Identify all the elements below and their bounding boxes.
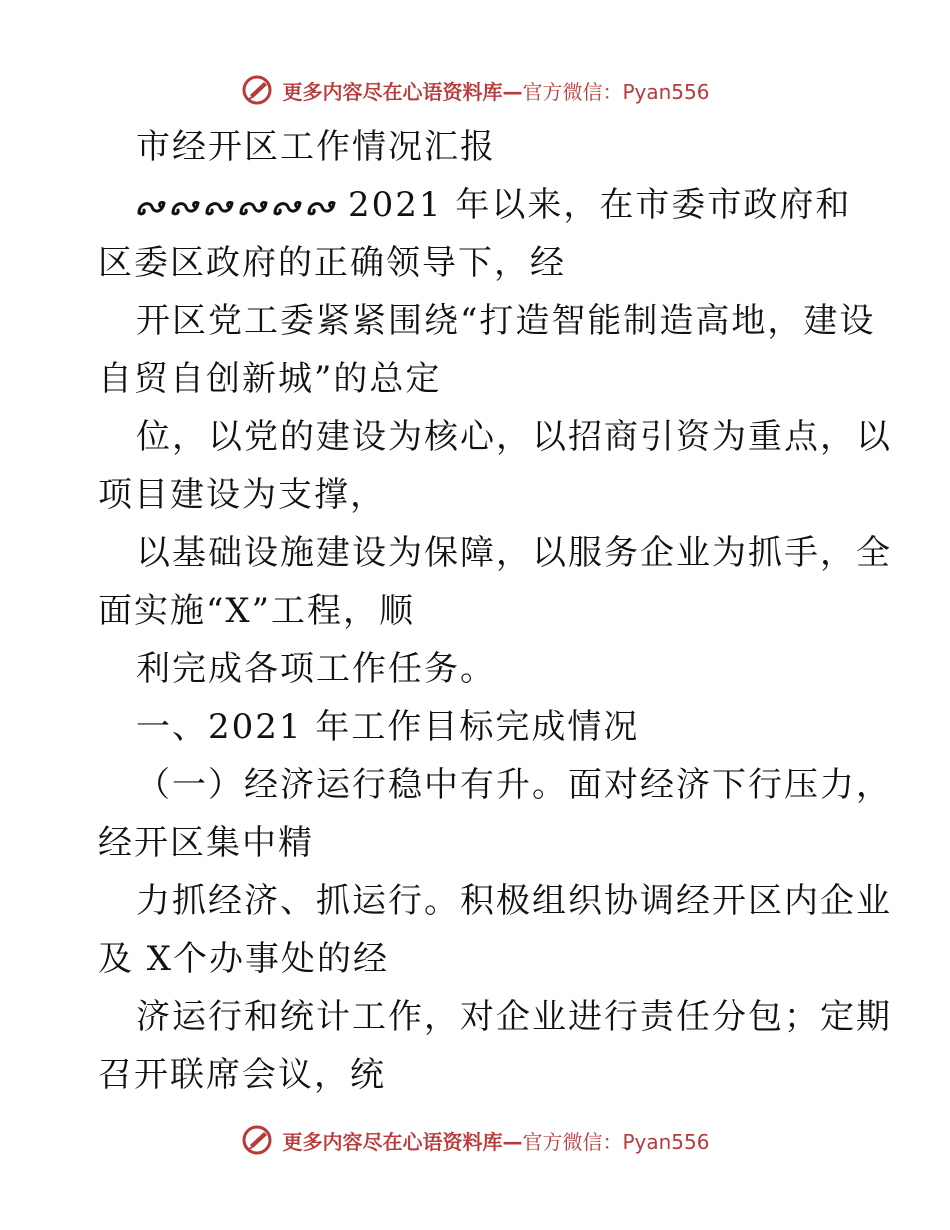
ornament-swirl-icon bbox=[170, 195, 202, 219]
document-line bbox=[98, 988, 892, 1046]
document-line bbox=[98, 234, 858, 292]
document-line bbox=[98, 408, 892, 466]
document-line bbox=[98, 292, 876, 350]
watermark-text: 更多内容尽在心语资料库 bbox=[282, 79, 503, 104]
ornament-divider bbox=[136, 195, 338, 219]
document-line-text: 以基础设施建设为保障，以服务企业为抓手，全 bbox=[136, 533, 892, 573]
document-line bbox=[98, 872, 892, 930]
document-line-text: 项目建设为支撑， bbox=[98, 475, 386, 515]
document-line bbox=[98, 756, 892, 814]
document-line bbox=[98, 350, 858, 408]
document-line-text: 区委区政府的正确领导下，经 bbox=[98, 243, 566, 283]
document-line bbox=[98, 582, 858, 640]
watermark-suffix: 官方微信：Pyan556 bbox=[522, 79, 710, 104]
document-line bbox=[98, 930, 858, 988]
ornament-swirl-icon bbox=[204, 195, 236, 219]
watermark-logo-icon bbox=[240, 73, 274, 107]
document-line bbox=[98, 176, 858, 234]
document-line-text: 济运行和统计工作，对企业进行责任分包；定期 bbox=[136, 997, 892, 1037]
document-line bbox=[98, 640, 858, 698]
document-line-text: 自贸自创新城”的总定 bbox=[98, 359, 442, 399]
document-line bbox=[98, 1046, 858, 1104]
watermark-text: 更多内容尽在心语资料库 bbox=[282, 1129, 503, 1154]
ornament-swirl-icon bbox=[306, 195, 338, 219]
document-line bbox=[98, 698, 858, 756]
document-line-text: （一）经济运行稳中有升。面对经济下行压力， bbox=[136, 765, 892, 805]
document-line-text: 2021 年以来，在市委市政府和 bbox=[348, 185, 852, 225]
document-line-text: 一、2021 年工作目标完成情况 bbox=[136, 707, 640, 747]
document-title: 市经开区工作情况汇报 bbox=[136, 127, 496, 167]
footer-watermark bbox=[0, 1120, 950, 1160]
document-line-text: 位，以党的建设为核心，以招商引资为重点，以 bbox=[136, 417, 892, 457]
header-watermark bbox=[0, 70, 950, 110]
watermark-suffix: 官方微信：Pyan556 bbox=[522, 1129, 710, 1154]
document-line-text: 开区党工委紧紧围绕“打造智能制造高地，建设 bbox=[136, 301, 876, 341]
watermark-dash: — bbox=[502, 79, 523, 104]
watermark-logo-icon bbox=[240, 1123, 274, 1157]
document-line-text: 利完成各项工作任务。 bbox=[136, 649, 496, 689]
ornament-swirl-icon bbox=[136, 195, 168, 219]
document-line-text: 经开区集中精 bbox=[98, 823, 314, 863]
document-line bbox=[98, 814, 858, 872]
ornament-swirl-icon bbox=[238, 195, 270, 219]
ornament-swirl-icon bbox=[272, 195, 304, 219]
document-line-text: 力抓经济、抓运行。积极组织协调经开区内企业 bbox=[136, 881, 892, 921]
document-lines bbox=[98, 176, 892, 1104]
document-line bbox=[98, 524, 892, 582]
document-body bbox=[98, 118, 892, 1104]
document-line-text: 面实施“X”工程，顺 bbox=[98, 591, 415, 631]
document-line-text: 及 X个办事处的经 bbox=[98, 939, 390, 979]
watermark-dash: — bbox=[502, 1129, 523, 1154]
document-line-text: 召开联席会议，统 bbox=[98, 1055, 386, 1095]
document-line bbox=[98, 466, 858, 524]
